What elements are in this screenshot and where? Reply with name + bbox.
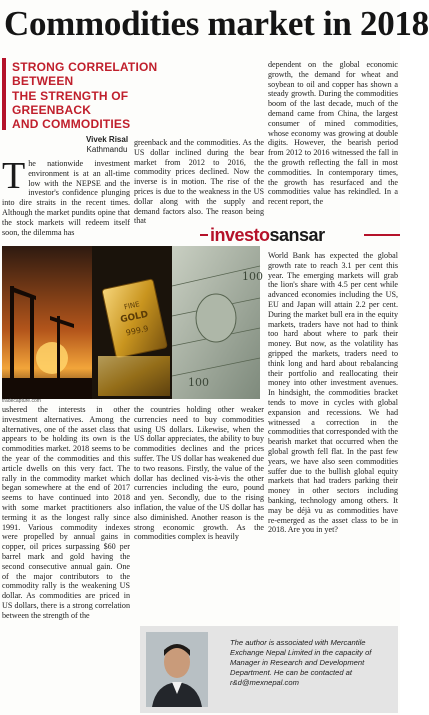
- article-column-3-continued: [268, 251, 398, 623]
- article-text: ushered the interests in other investment alternatives. Among the alternatives, one of the asset class that appears to be holding its own is the commodities market. 2018 seems to be the year of the commodities and this article dwells on this very fact. The rally in the commodity market which began somewhere at the end of 2017 seems to have continued into 2018 with some market practitioners also terming it as the longest rally since 1991. Various commodity indexes were propelled by annual gains in copper, oil prices surpassing $60 per barrel mark and gold having the second consecutive annual gain. One of the major contributors to the commodity rally is the weakening US dollar. As commodities are priced in US dollars, there is a strong correlation between the strength of the: [2, 405, 130, 620]
- photo-credit: tradecapture.com: [2, 398, 41, 404]
- article-column-2-top: [134, 138, 264, 226]
- article-column-1-top: [2, 155, 130, 244]
- gold-bar-label: FINE: [123, 300, 141, 312]
- bill-label: 100: [188, 376, 209, 389]
- article-column-1-bottom: [2, 405, 130, 713]
- author-photo: [146, 632, 208, 707]
- brand-part-1: investo: [210, 225, 270, 245]
- author-name: Vivek Risal: [85, 135, 129, 144]
- article-text: the countries holding other weaker currencies need to buy commodities using US dollars. Likewise, when the US dollar appreciates, the ability to buy commodities declines and the prices suffer. The US dollar has weakened due to two reasons. Firstly, the value of the dollar has declined vis-à-vis the other currencies including the euro, pound and yen. Secondly, due to the rising inflation, the value of the US dollar has also diminished. Another reason is the strong economic growth. As the commodities complex is heavily: [134, 405, 264, 542]
- article-text: greenback and the commodities. As the US dollar inclined during the bear market from 2012 to 2016, the commodity prices declined. Now the inverse is in motion. The rise of the prices is due to the weakness in the US dollar along with the supply and demand factors also. The reason being that: [134, 138, 264, 226]
- bill-label: 100: [242, 270, 263, 283]
- brand-logo: [200, 223, 400, 247]
- article-text: dependent on the global economic growth, the demand for wheat and soybean to oil and copper has shown a steady growth. During the commodities boom of the last decade, much of the demand came from China, the largest consumer of mined commodities, whose economy was growing at double digits. However, the bearish period from 2012 to 2016 witnessed the fall in the growth reflecting the fall in most commodities. In contemporary times, the growth has resurfaced and the commodities value has rekindled. In a recent report, the: [268, 60, 398, 207]
- article-text: World Bank has expected the global growth rate to reach 3.1 per cent this year. The emerging markets will grab the lion's share with 4.5 per cent while advanced economies including the US, EU and Japan will attain 2.2 per cent. During the market bull era in the equity markets, traders have not had to think too hard about where to park their money. But now, as the volatility has gripped the markets, traders need to think long and hard about rebalancing their portfolio and reallocating their money into other investment avenues. In hindsight, the commodities bracket tends to move in cycles with global expansion and recessions. We had witnessed a correction in the commodities that corresponded with the bearish market that occurred when the global growth fell flat. In the past few years, we have also seen commodities suffer due to the bullish global equity markets that had traders parking their money in other sectors including banking, technology among others. It may be déjà vu as commodities have re-emerged as the asset class to be in 2018. Are you in yet?: [268, 251, 398, 535]
- deck-line: THE STRENGTH OF GREENBACK: [12, 88, 129, 117]
- gold-bar-label: 999.9: [125, 323, 150, 338]
- article-text: he nationwide investment environment is at an all-time low with the NEPSE and the investor's confidence plunging into dire straits in the recent times. Although the market pundits opine that the stock markets will redeem itself soon, the dilemma has: [2, 159, 130, 237]
- commodities-photo: [2, 246, 263, 399]
- gold-bar-label: GOLD: [119, 309, 150, 326]
- article-column-2-bottom: [134, 405, 264, 623]
- deck-line: STRONG CORRELATION BETWEEN: [12, 60, 158, 89]
- deck-subheadline: [2, 58, 195, 130]
- brand-part-2: sansar: [269, 225, 325, 245]
- author-note: The author is associated with Mercantile Exchange Nepal Limited in the capacity of Manager in Research and Development Department. He can be contacted at r&d@mexnepal.com: [230, 638, 372, 687]
- article-column-3-top: [268, 60, 398, 222]
- deck-line: AND COMMODITIES: [12, 117, 131, 132]
- headline: Commodities market in 2018: [4, 4, 429, 43]
- drop-cap: T: [2, 155, 26, 197]
- author-location: Kathmandu: [86, 145, 128, 154]
- author-box: [140, 626, 398, 713]
